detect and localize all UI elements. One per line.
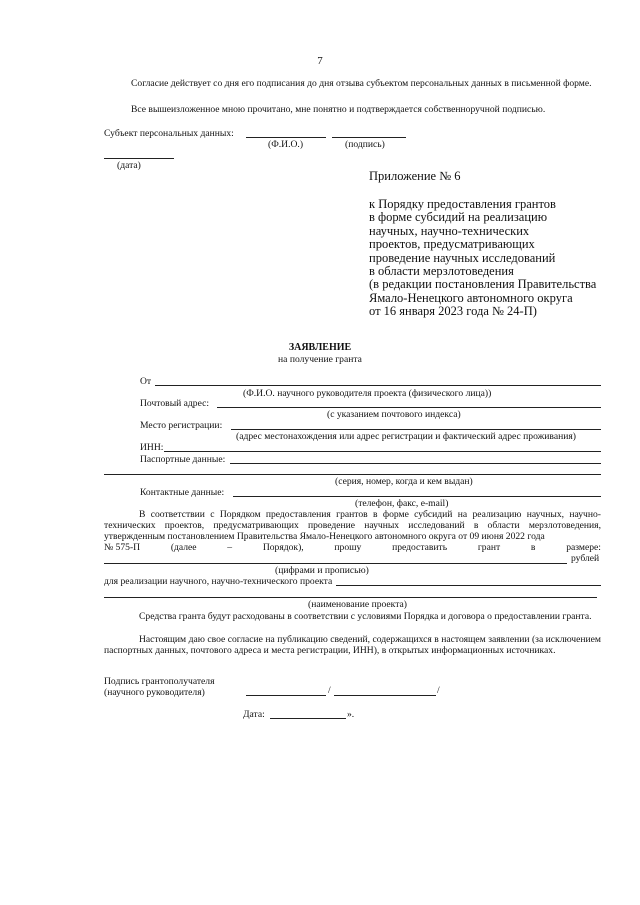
read-confirm-text: Все вышеизложенное мною прочитано, мне понятно и подтверждается собственноручной подписью.: [131, 104, 546, 115]
signature-label-1: Подпись грантополучателя: [104, 676, 215, 687]
request-word: грант: [477, 542, 501, 553]
request-word: размере:: [566, 542, 601, 553]
subject-fio-line[interactable]: [246, 137, 326, 138]
application-title: ЗАЯВЛЕНИЕ: [288, 342, 352, 353]
inn-label: ИНН:: [140, 442, 164, 453]
project-label: для реализации научного, научно-технического проекта: [104, 576, 333, 587]
contacts-field[interactable]: [233, 496, 601, 497]
passport-caption: (серия, номер, когда и кем выдан): [335, 476, 473, 487]
registration-field[interactable]: [231, 429, 601, 430]
from-field[interactable]: [155, 385, 601, 386]
request-text: В соответствии с Порядком предоставления грантов в форме субсидий на реализацию научных, научно-технических проектов, предусматривающих проведение научных исследований в области мерзлотоведения, утвержденным постановлением Правительства Ямало-Ненецкого автономного округа от 09 июня 2022 года: [104, 509, 601, 542]
consent-duration-text: Согласие действует со дня его подписания до дня отзыва субъектом персональных данных в письменной форме.: [131, 78, 592, 89]
appendix-line: к Порядку предоставления грантов: [369, 197, 556, 211]
request-word: Порядок),: [262, 542, 304, 553]
request-word: предоставить: [392, 542, 448, 553]
project-field[interactable]: [336, 585, 601, 586]
subject-label: Субъект персональных данных:: [104, 128, 234, 139]
contacts-caption: (телефон, факс, e-mail): [355, 498, 449, 509]
from-label: От: [140, 376, 152, 387]
date-label: Дата:: [243, 709, 265, 720]
project-field-line2[interactable]: [104, 597, 597, 598]
appendix-line: Ямало-Ненецкого автономного округа: [369, 290, 573, 305]
request-word: № 575-П: [104, 542, 141, 553]
subject-date-line[interactable]: [104, 158, 174, 159]
appendix-title: Приложение № 6: [369, 169, 461, 183]
appendix-line: от 16 января 2023 года № 24-П): [369, 304, 537, 319]
appendix-line: в области мерзлотоведения: [369, 264, 514, 278]
postal-label: Почтовый адрес:: [140, 398, 210, 409]
page-number: 7: [317, 55, 323, 67]
amount-caption: (цифрами и прописью): [275, 565, 369, 576]
subject-sign-caption: (подпись): [345, 139, 385, 150]
appendix-line: проектов, предусматривающих: [369, 237, 535, 252]
appendix-line: в форме субсидий на реализацию: [369, 210, 548, 225]
passport-label: Паспортные данные:: [140, 454, 226, 465]
subject-sign-line[interactable]: [332, 137, 406, 138]
inn-field[interactable]: [164, 451, 601, 452]
request-word: –: [227, 542, 233, 553]
publication-consent-text: Настоящим даю свое согласие на публикацию сведений, содержащихся в настоящем заявлении (за исключением паспортных данных, почтового адреса и места регистрации, ИНН), в открытых информационных источниках.: [104, 634, 601, 656]
request-last-line: [104, 542, 601, 553]
appendix-line: (в редакции постановления Правительства: [369, 277, 597, 292]
request-word: прошу: [334, 542, 362, 553]
postal-caption: (с указанием почтового индекса): [327, 409, 461, 420]
registration-caption: (адрес местонахождения или адрес регистрации и фактический адрес проживания): [236, 431, 576, 442]
date-suffix: ».: [347, 709, 355, 720]
request-word: в: [530, 542, 536, 553]
request-word: (далее: [170, 542, 197, 553]
passport-field[interactable]: [230, 463, 601, 464]
funds-text: Средства гранта будут расходованы в соответствии с условиями Порядка и договора о предоставлении гранта.: [139, 611, 592, 622]
signature-slash: /: [328, 685, 331, 696]
rubles-label: рублей: [571, 553, 600, 564]
signature-slash-end: /: [437, 685, 440, 696]
registration-label: Место регистрации:: [140, 420, 223, 431]
contacts-label: Контактные данные:: [140, 487, 225, 498]
signature-name-field[interactable]: [334, 695, 436, 696]
passport-field-line2[interactable]: [104, 474, 601, 475]
amount-field[interactable]: [104, 563, 567, 564]
postal-field[interactable]: [217, 407, 601, 408]
subject-fio-caption: (Ф.И.О.): [268, 139, 304, 150]
date-field[interactable]: [270, 718, 346, 719]
appendix-line: проведение научных исследований: [369, 250, 556, 265]
from-caption: (Ф.И.О. научного руководителя проекта (физического лица)): [243, 388, 492, 399]
signature-field[interactable]: [246, 695, 326, 696]
appendix-line: научных, научно-технических: [369, 223, 530, 238]
project-caption: (наименование проекта): [308, 599, 407, 610]
subject-date-caption: (дата): [117, 160, 141, 171]
application-subtitle: на получение гранта: [278, 354, 362, 365]
signature-label-2: (научного руководителя): [104, 687, 205, 698]
